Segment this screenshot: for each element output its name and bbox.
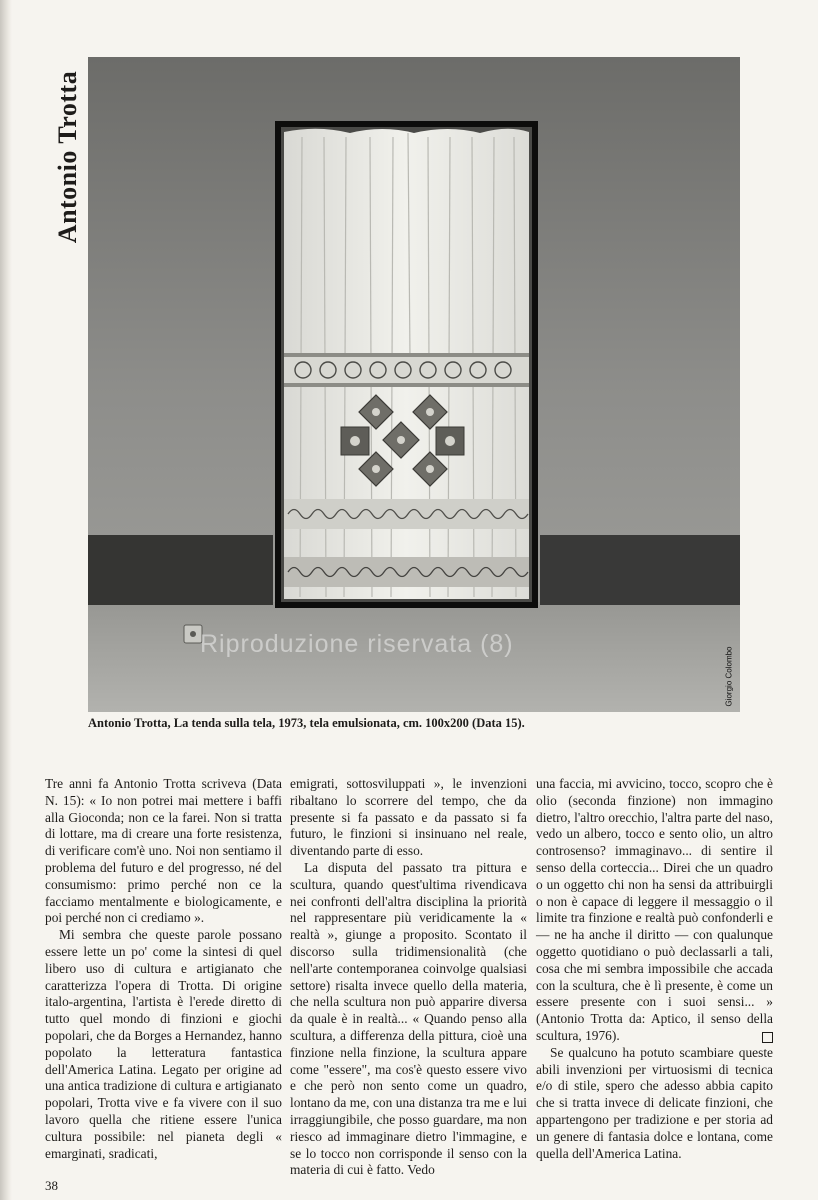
paragraph-text: una faccia, mi avvicino, tocco, scopro che è olio (seconda finzione) non immagino dietro, l'altro orecchio, l'altra parte del naso, vedo un albero, tocco e sento olio, un altro controsenso? immaginavo... di sentire il senso della corteccia... Direi che un quadro o un oggetto chi non ha sensi da attribuirgli o non è capace di leggere il messaggio o il limite tra finzione e realtà può confonderli e — ne ha anche il diritto — con qualunque oggetto quotidiano o può declassarli a tali, cosa che mi sembra impossibile che accada con la scultura, che è lì presente, è come un essere presente con i suoi sensi... » (Antonio Trotta da: Aptico, il senso della scultura, 1976). xyxy=(536,776,773,1043)
article-title xyxy=(47,57,89,257)
paragraph: Mi sembra che queste parole possano essere lette un po' come la sintesi di quel libero uso di cultura e artigianato che caratterizza l'opera di Trotta. Di origine italo-argentina, l'artista è l'erede diretto di tutto quel mondo di finzioni e giochi popolari, che da Borges a Hernandez, hanno popolato la letteratura fantastica dell'America Latina. Legato per origine ad una antica tradizione di cultura e artigianato popolari, Trotta vive e fa vivere con il suo lavoro quella che ritiene essere l'unica cultura possibile: nel pianeta degli « emarginati, sradicati, xyxy=(45,927,282,1161)
paragraph xyxy=(536,776,773,1045)
article-title-text: Antonio Trotta xyxy=(53,70,83,244)
text-column-2 xyxy=(290,776,527,1179)
paragraph: Tre anni fa Antonio Trotta scriveva (Data N. 15): « Io non potrei mai mettere i baffi alla Gioconda; non ce la farei. Non si tratta di lottare, ma di creare una forte resistenza, di verificare com'è uno. Noi non sentiamo il problema del futuro e del progresso, né del consumismo: primo perché non ce la facciamo mentalmente e biologicamente, e poi perché non ci crediamo ». xyxy=(45,776,282,926)
photo-credit-text: Giorgio Colombo xyxy=(724,645,734,707)
artwork-photo-illustration xyxy=(88,57,740,712)
text-column-3 xyxy=(536,776,773,1162)
photo-caption: Antonio Trotta, La tenda sulla tela, 1973, tela emulsionata, cm. 100x200 (Data 15). xyxy=(88,716,525,730)
watermark: Riproduzione riservata (8) xyxy=(200,630,514,658)
photo-credit xyxy=(722,640,736,712)
paragraph: La disputa del passato tra pittura e scultura, quando quest'ultima rivendicava nei confronti dell'altra disciplina la priorità nel rappresentare più veridicamente la « realtà », giunge a proposito. Scontato il discorso sulla tridimensionalità (che nell'arte contemporanea coinvolge qualsiasi settore) risalta invece quello della materia, che nella scultura non può apparire diversa da quale è in realtà... « Quando penso alla scultura, a differenza della pittura, cioè una finzione nella finzione, la scultura appare come "essere", ma cos'è questo essere vivo e che però non sento come un quadro, lontano da me, con una distanza tra me e lui irraggiungibile, che posso guardare, ma non riesco ad immaginare dietro l'immagine, e se lo tocco non corrisponde il senso con la materia di cui è fatto. Vedo xyxy=(290,859,527,1178)
page-edge xyxy=(0,0,12,1200)
text-column-1 xyxy=(45,776,282,1162)
end-of-quote-square-icon xyxy=(762,1032,773,1043)
paragraph: Se qualcuno ha potuto scambiare queste abili invenzioni per virtuosismi di tecnica e/o di stile, spero che adesso abbia capito che si tratta invece di delicate finzioni, che appartengono per tradizione e per storia ad un genere di fantasia dolce e lontana, come quella dell'America Latina. xyxy=(536,1044,773,1161)
page-number: 38 xyxy=(45,1178,58,1193)
artwork-photo xyxy=(88,57,740,712)
paragraph: emigrati, sottosviluppati », le invenzioni ribaltano lo scorrere del tempo, che da presente si fa passato e da passato si fa futuro, le finzioni si insinuano nel reale, diventando parte di esso. xyxy=(290,776,527,859)
